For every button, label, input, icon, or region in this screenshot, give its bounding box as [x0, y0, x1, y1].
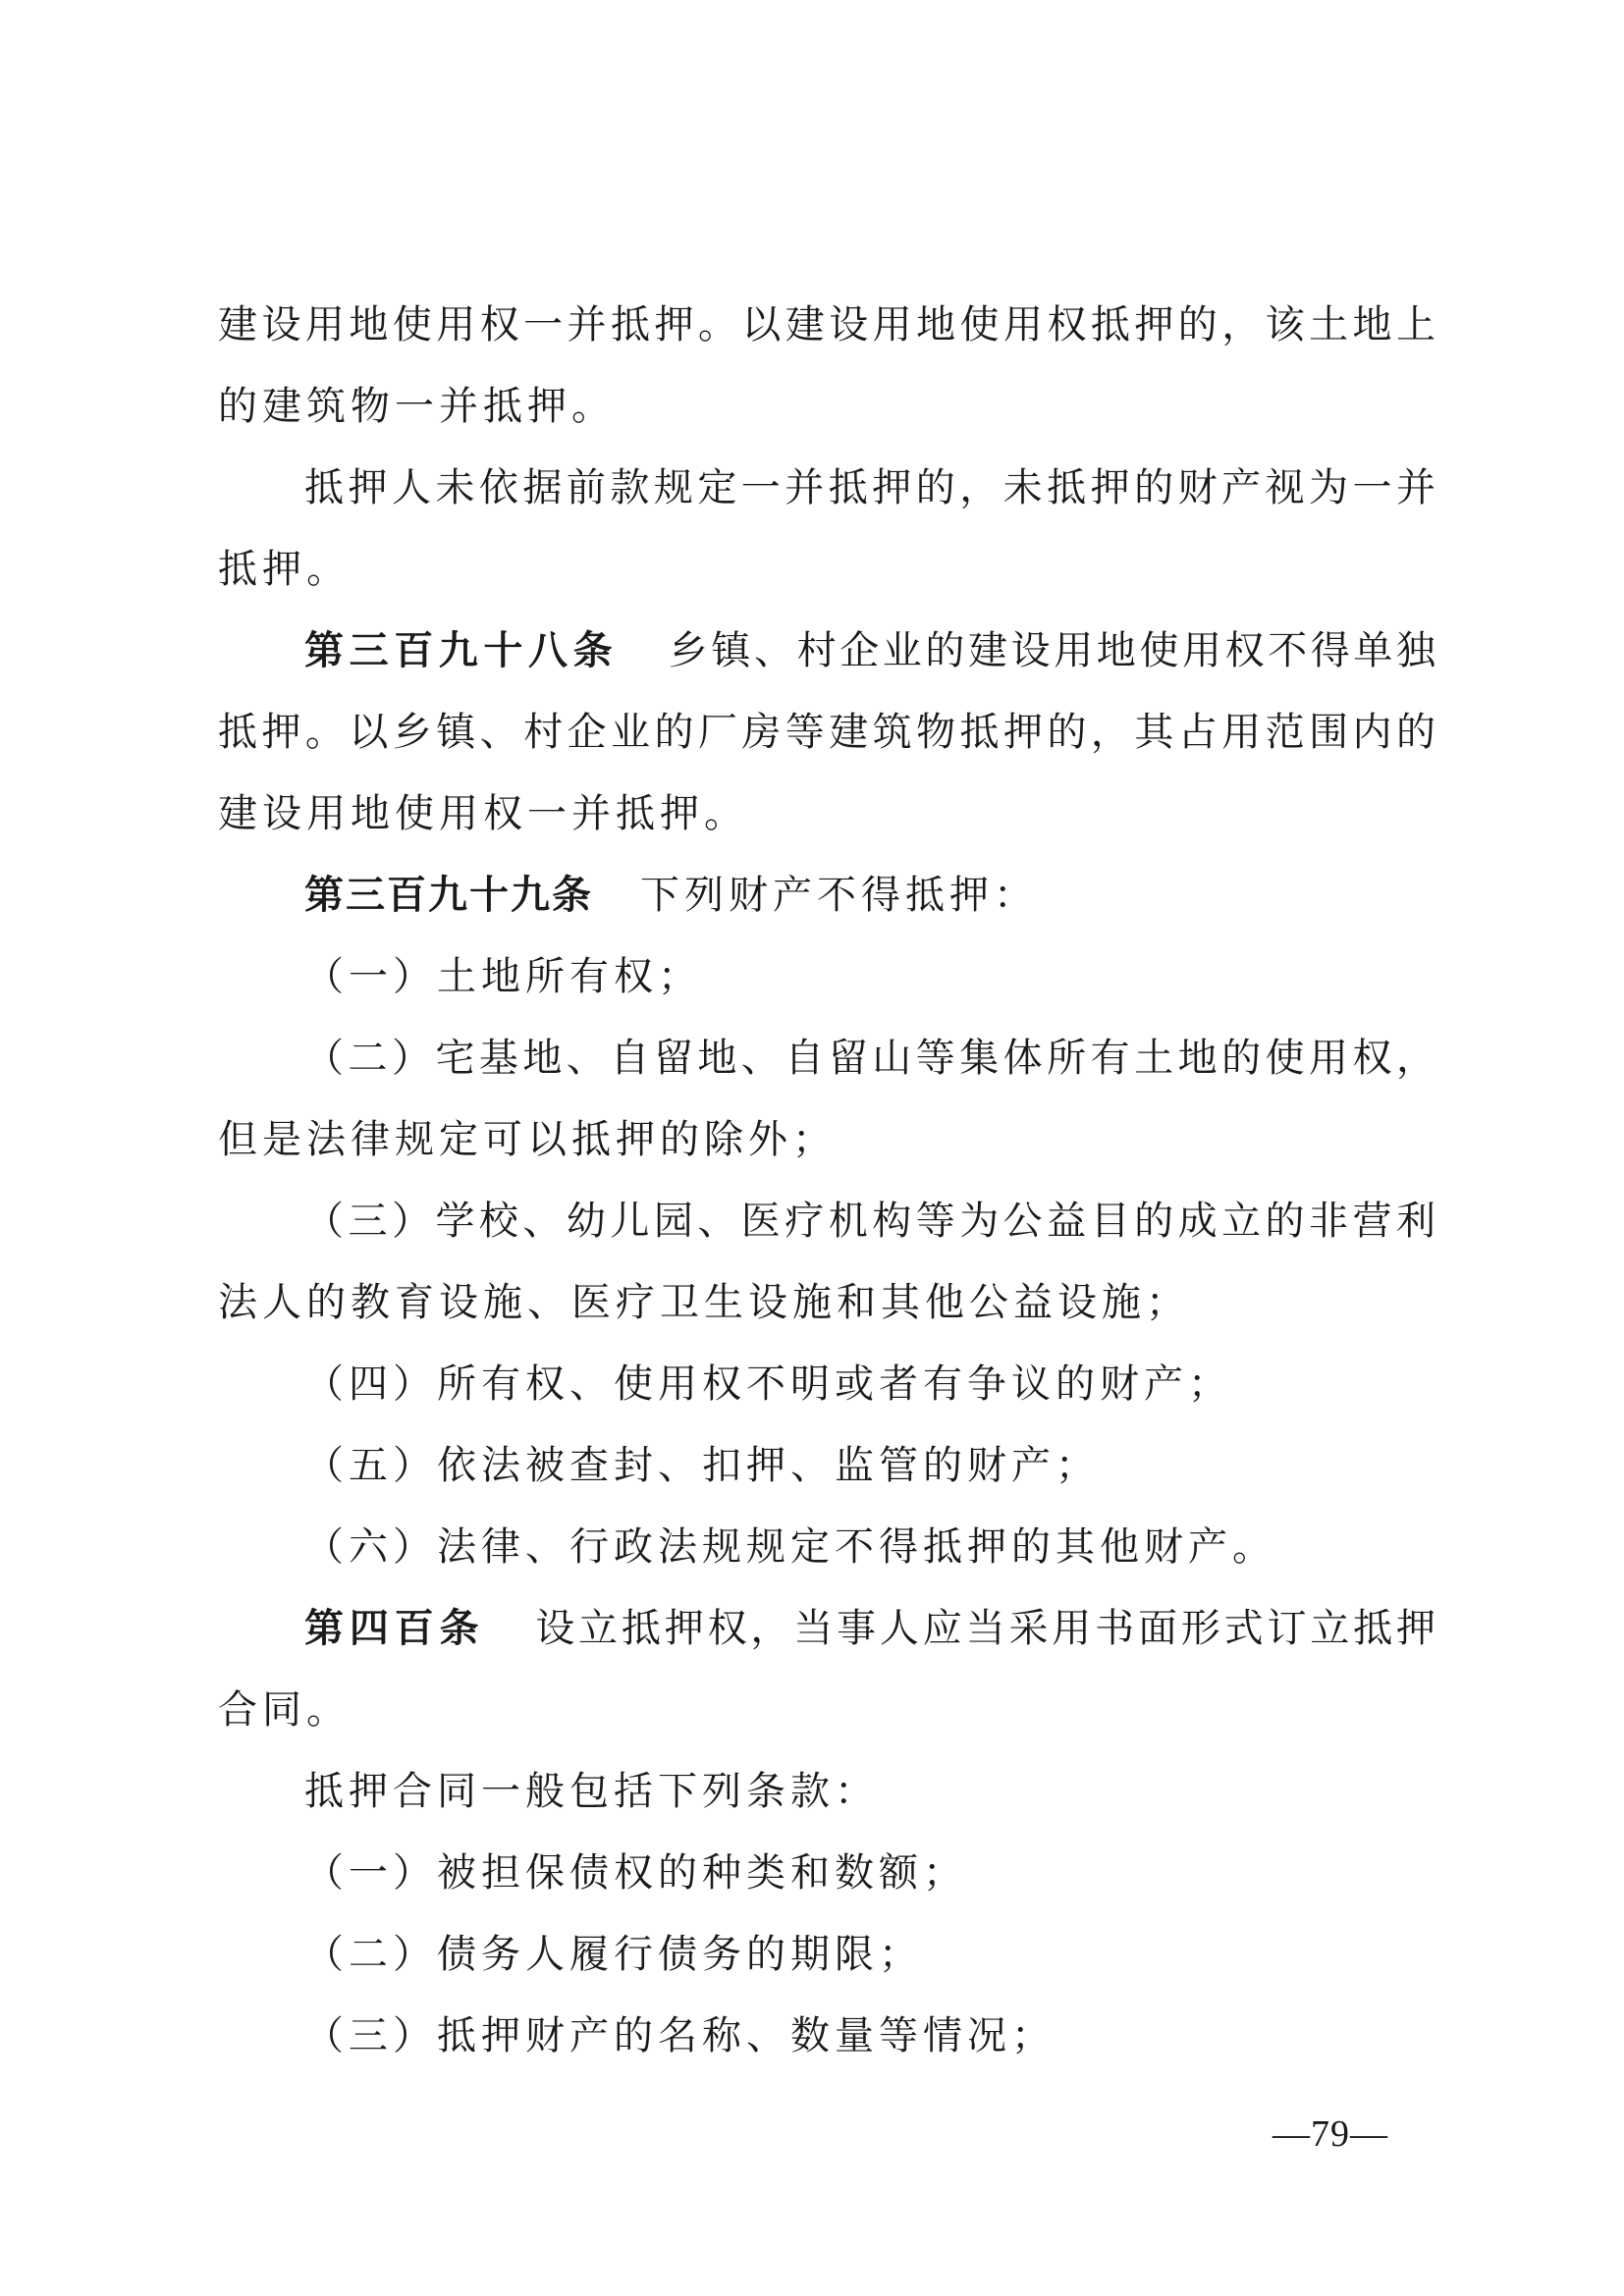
text-line: 抵押。以乡镇、村企业的厂房等建筑物抵押的，其占用范围内的 — [218, 710, 1435, 755]
article-399-line — [218, 855, 1435, 936]
article-398-line — [218, 611, 1435, 692]
article-number: 第三百九十八条 — [304, 628, 619, 673]
list-item: （六）法律、行政法规规定不得抵押的其他财产。 — [304, 1524, 1276, 1570]
text-line: 的建筑物一并抵押。 — [218, 384, 616, 429]
article-number: 第四百条 — [304, 1606, 485, 1651]
text-line: 抵押人未依据前款规定一并抵押的，未抵押的财产视为一并 — [304, 465, 1435, 510]
list-item: （一）被担保债权的种类和数额； — [304, 1850, 967, 1896]
text-line: 建设用地使用权一并抵押。以建设用地使用权抵押的，该土地上 — [218, 302, 1435, 347]
page-body — [218, 285, 1435, 2077]
article-text: 乡镇、村企业的建设用地使用权不得单独 — [665, 628, 1436, 673]
article-text: 设立抵押权，当事人应当采用书面形式订立抵押 — [531, 1606, 1436, 1651]
list-item: （二）债务人履行债务的期限； — [304, 1932, 923, 1977]
list-item: （四）所有权、使用权不明或者有争议的财产； — [304, 1362, 1232, 1407]
article-number: 第三百九十九条 — [304, 873, 593, 918]
text-line: 合同。 — [218, 1687, 351, 1733]
article-text: 下列财产不得抵押： — [640, 873, 1038, 918]
list-item: （三）抵押财产的名称、数量等情况； — [304, 2013, 1056, 2058]
list-item: （二）宅基地、自留地、自留山等集体所有土地的使用权， — [304, 1036, 1435, 1081]
text-line: 但是法律规定可以抵押的除外； — [218, 1117, 837, 1162]
page-number: —79— — [1272, 2113, 1388, 2155]
text-line: 抵押合同一般包括下列条款： — [304, 1769, 879, 1814]
list-item: （五）依法被查封、扣押、监管的财产； — [304, 1443, 1100, 1488]
text-line: 建设用地使用权一并抵押。 — [218, 791, 748, 836]
list-item: （三）学校、幼儿园、医疗机构等为公益目的成立的非营利 — [304, 1199, 1435, 1244]
list-item: （一）土地所有权； — [304, 954, 702, 999]
text-line: 抵押。 — [218, 547, 351, 592]
article-400-line — [218, 1588, 1435, 1670]
text-line: 法人的教育设施、医疗卫生设施和其他公益设施； — [218, 1280, 1190, 1325]
